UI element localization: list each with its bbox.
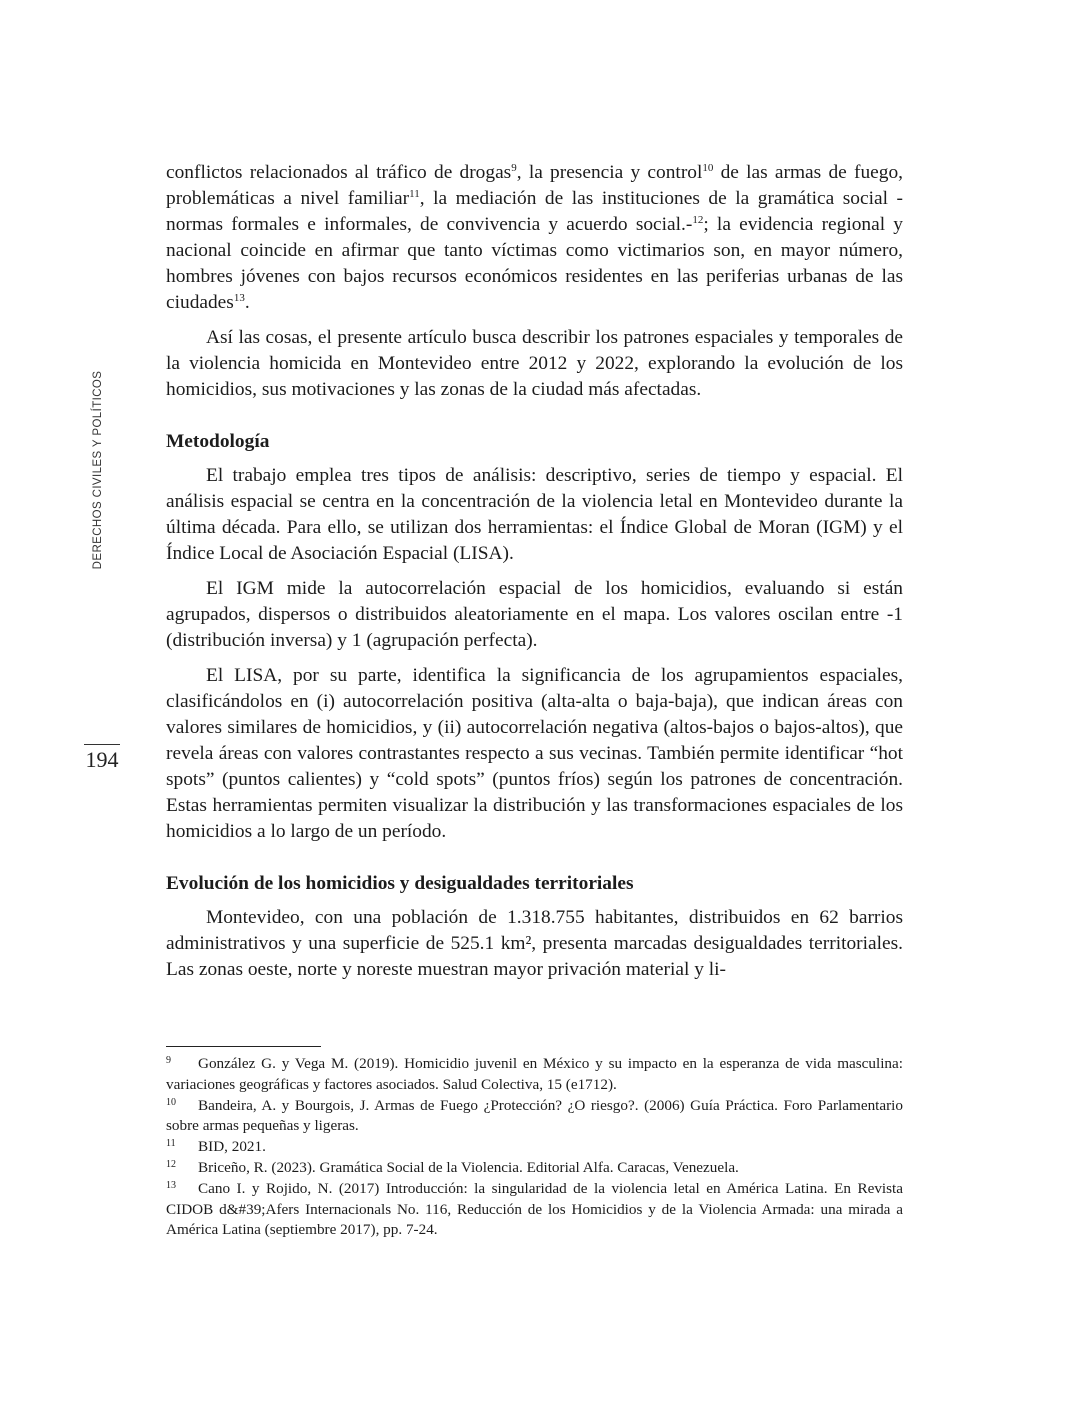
footnote-ref-11[interactable]: 11: [409, 188, 420, 200]
section-heading-evolucion: Evolución de los homicidios y desigualdades territoriales: [166, 873, 634, 894]
paragraph-1: conflictos relacionados al tráfico de drogas$^9$, la presencia y control$^{10}$ de las armas de fuego, problemáticas a nivel familiar$^{11}$, la mediación de las instituciones de la gramática social -normas formales e informales, de convivencia y acuerdo social.-$^{12}$; la evidencia regional y nacional coincide en afirmar que tanto víctimas como victimarios son, en mayor número, hombres jóvenes con bajos recursos económicos residentes en las periferias urbanas de las ciudades$^{13}$.: [166, 162, 903, 313]
footnote-text: Briceño, R. (2023). Gramática Social de la Violencia. Editorial Alfa. Caracas, Venezuela.: [198, 1158, 739, 1176]
footnote-text: Bandeira, A. y Bourgois, J. Armas de Fuego ¿Protección? ¿O riesgo?. (2006) Guía Práctica. Foro Parlamentario sobre armas pequeñas y ligeras.: [166, 1096, 903, 1135]
footnote-text: González G. y Vega M. (2019). Homicidio juvenil en México y su impacto en la esperanza de vida masculina: variaciones geográficas y factores asociados. Salud Colectiva, 15 (e1712).: [166, 1055, 903, 1093]
section-heading-metodologia: Metodología: [166, 431, 270, 452]
main-text: [166, 160, 903, 983]
paragraph-2: Así las cosas, el presente artículo busca describir los patrones espaciales y temporales de la violencia homicida en Montevideo entre 2012 y 2022, explorando la evolución de los homicidios, sus motivaciones y las zonas de la ciudad más afectadas.: [166, 327, 903, 400]
page-number: 194: [84, 744, 120, 773]
footnote: 13 Cano I. y Rojido, N. (2017) Introducción: la singularidad de la violencia letal en América Latina. En Revista CIDOB d&#39;Afers Internacionals No. 116, Reducción de los Homicidios y de la Violencia Armada: una mirada a América Latina (septiembre 2017), pp. 7-24.: [166, 1179, 903, 1239]
paragraph-3: El trabajo emplea tres tipos de análisis: descriptivo, series de tiempo y espacial. El análisis espacial se centra en la concentración de la violencia letal en Montevideo durante la última década. Para ello, se utilizan dos herramientas: el Índice Global de Moran (IGM) y el Índice Local de Asociación Espacial (LISA).: [166, 465, 903, 564]
footnotes: [166, 1054, 903, 1241]
footnote-separator: [166, 1046, 321, 1047]
footnote: 12 Briceño, R. (2023). Gramática Social de la Violencia. Editorial Alfa. Caracas, Venezuela.: [166, 1158, 739, 1176]
footnote-text: BID, 2021.: [198, 1138, 266, 1156]
paragraph-4: El IGM mide la autocorrelación espacial de los homicidios, evaluando si están agrupados, dispersos o distribuidos aleatoriamente en el mapa. Los valores oscilan entre -1 (distribución inversa) y 1 (agrupación perfecta).: [166, 578, 903, 651]
footnote: 10 Bandeira, A. y Bourgois, J. Armas de Fuego ¿Protección? ¿O riesgo?. (2006) Guía Práctica. Foro Parlamentario sobre armas pequeñas y ligeras.: [166, 1096, 903, 1135]
paragraph-5: El LISA, por su parte, identifica la significancia de los agrupamientos espaciales, clasificándolos en (i) autocorrelación positiva (alta-alta o baja-baja), que indican áreas con valores similares de homicidios, y (ii) autocorrelación negativa (altos-bajos o bajos-altos), que revela áreas con valores contrastantes respecto a sus vecinas. También permite identificar “hot spots” (puntos calientes) y “cold spots” (puntos fríos) según los patrones de concentración. Estas herramientas permiten visualizar la distribución y las transformaciones espaciales de los homicidios a lo largo de un período.: [166, 665, 903, 842]
footnote-text: Cano I. y Rojido, N. (2017) Introducción: la singularidad de la violencia letal en América Latina. En Revista CIDOB d&#39;Afers Internacionals No. 116, Reducción de los Homicidios y de la Violencia Armada: una mirada a América Latina (septiembre 2017), pp. 7-24.: [166, 1179, 903, 1239]
footnote: 11 BID, 2021.: [166, 1138, 266, 1156]
side-label-text: DERECHOS CIVILES Y POLÍTICOS: [92, 370, 104, 570]
footnote: 9 González G. y Vega M. (2019). Homicidio juvenil en México y su impacto en la esperanza de vida masculina: variaciones geográficas y factores asociados. Salud Colectiva, 15 (e1712).: [166, 1055, 903, 1093]
footnote-ref-13[interactable]: 13: [233, 292, 245, 304]
footnote-ref-9[interactable]: 9: [511, 162, 517, 174]
paragraph-6: Montevideo, con una población de 1.318.755 habitantes, distribuidos en 62 barrios administrativos y una superficie de 525.1 km², presenta marcadas desigualdades territoriales. Las zonas oeste, norte y noreste muestran mayor privación material y li-: [166, 907, 903, 980]
footnote-ref-12[interactable]: 12: [692, 214, 704, 226]
footnote-ref-10[interactable]: 10: [702, 162, 714, 174]
